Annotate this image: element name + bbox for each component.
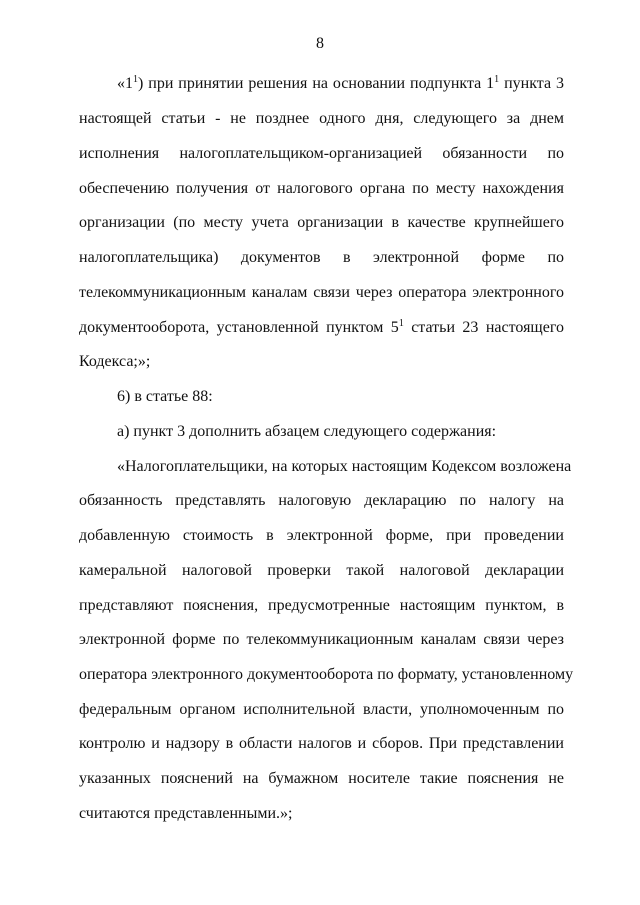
text-line: представляют пояснения, предусмотренные настоящим пунктом, в: [79, 597, 564, 614]
text-line: «Налогоплательщики, на которых настоящим Кодексом возложена: [117, 458, 572, 475]
text-line: обязанность представлять налоговую декларацию по налогу на: [79, 492, 564, 509]
superscript: 1: [133, 74, 138, 85]
text-line: «$1^1$) при принятии решения на основании подпункта $1^1$ пункта 3: [117, 74, 564, 92]
superscript: 1: [398, 318, 404, 329]
text-line: оператора электронного документооборота по формату, установленному: [79, 666, 574, 683]
text-line: электронной форме по телекоммуникационным каналам связи через: [79, 631, 564, 648]
text-line: 6) в статье 88:: [117, 388, 213, 405]
text-line: налогоплательщика) документов в электронной форме по: [79, 249, 564, 266]
text-line: добавленную стоимость в электронной форме, при проведении: [79, 527, 564, 544]
text-line: организации (по месту учета организации в качестве крупнейшего: [79, 214, 564, 231]
superscript: 1: [494, 74, 500, 85]
text-line: исполнения налогоплательщиком-организацией обязанности по: [79, 145, 564, 162]
text-line: федеральным органом исполнительной власти, уполномоченным по: [79, 701, 564, 718]
page-number: 8: [316, 35, 324, 52]
text-line: считаются представленными.»;: [79, 805, 293, 822]
text-line: Кодекса;»;: [79, 353, 151, 370]
text-line: контролю и надзору в области налогов и сборов. При представлении: [79, 735, 564, 752]
text-line: документооборота, установленной пунктом $5^1$ статьи 23 настоящего: [79, 318, 565, 336]
text-line: а) пункт 3 дополнить абзацем следующего содержания:: [117, 423, 497, 440]
text-line: настоящей статьи - не позднее одного дня, следующего за днем: [79, 110, 564, 127]
text-line: камеральной налоговой проверки такой налоговой декларации: [79, 562, 564, 579]
text-line: телекоммуникационным каналам связи через оператора электронного: [79, 284, 564, 301]
text-line: указанных пояснений на бумажном носителе такие пояснения не: [79, 770, 564, 787]
text-line: обеспечению получения от налогового органа по месту нахождения: [79, 180, 564, 197]
